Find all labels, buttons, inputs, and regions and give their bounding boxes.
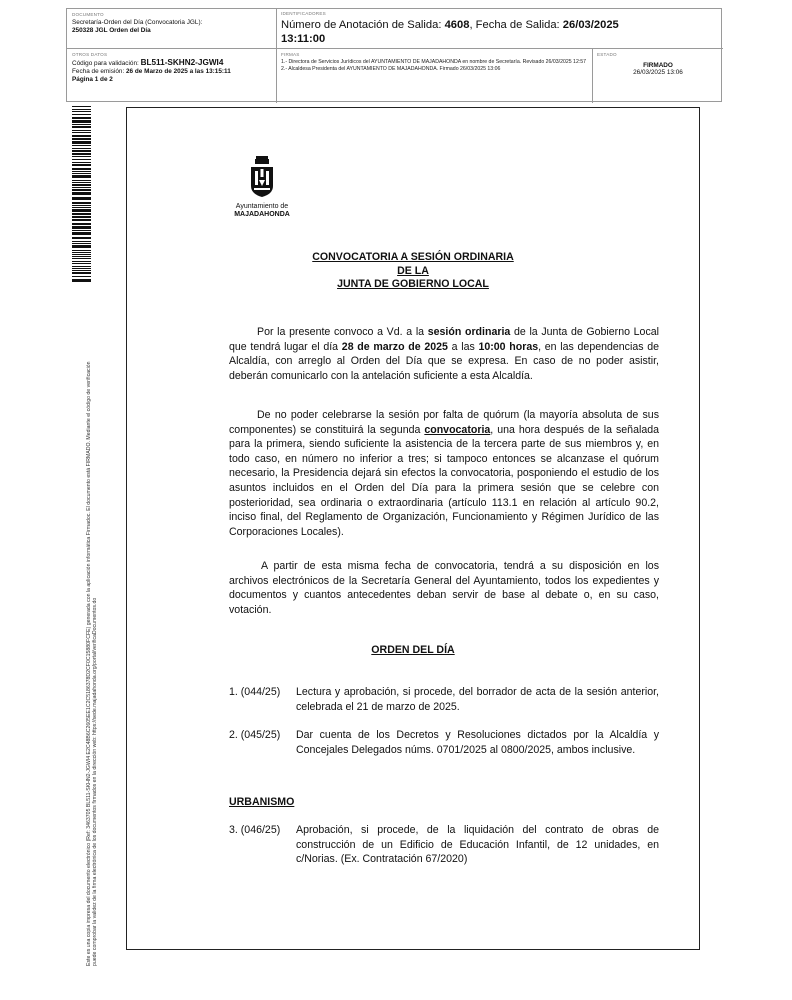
documento-label: DOCUMENTO [72, 12, 104, 17]
emision-prefix: Fecha de emisión: [72, 68, 126, 75]
paragraph-quorum [229, 408, 659, 539]
documento-code: 250328 JGL Orden del Día [72, 27, 151, 34]
side-text-line-1: Este es una copia impresa del documento electrónico (Ref: 3463705 BL511-SKHN2-JGWI4 E2C48B6C2605EE1C2C5186378D2CF0C15880FCFE) generada con la aplicación informática Firmadoc. El documento está FIRMADO. Mediante el código de verificación [86, 361, 92, 966]
fecha-prefix: , Fecha de Salida: [469, 19, 563, 31]
firmas-cell [277, 49, 593, 103]
codigo-value: BL511-SKHN2-JGWI4 [140, 58, 224, 67]
agenda-item-number: 2. (045/25) [229, 729, 281, 741]
title-line-2: DE LA [397, 264, 429, 277]
estado-status: FIRMADO [643, 62, 673, 69]
orden-del-dia-heading: ORDEN DEL DÍA [371, 644, 455, 656]
logo-line-2: MAJADAHONDA [234, 211, 290, 218]
page-counter: Página 1 de 2 [72, 76, 113, 83]
p1-sesion-ordinaria: sesión ordinaria [427, 326, 511, 338]
hora-salida: 13:11:00 [281, 33, 326, 45]
otros-label: OTROS DATOS [72, 52, 108, 57]
logo-line-1: Ayuntamiento de [235, 203, 289, 210]
agenda-item [229, 685, 659, 714]
identificadores-cell [277, 9, 723, 49]
firma-1: 1.- Directora de Servicios Jurídicos del AYUNTAMIENTO DE MAJADAHONDA en nombre de Secretaría. Revisado 26/03/2025 12:57 [281, 59, 587, 65]
document-title [127, 251, 699, 292]
agenda-item-number: 3. (046/25) [229, 824, 281, 836]
p1-fecha: 28 de marzo de 2025 [341, 340, 448, 353]
agenda-item [229, 728, 659, 757]
anotacion-number: 4608 [444, 19, 470, 31]
paragraph-disposicion: A partir de esta misma fecha de convocatoria, tendrá a su disposición en los archivos electrónicos de la Secretaría General del Ayuntamiento, todos los expedientes y documentos y cuantos antecedentes deban servir de base al debate o, en su caso, votación. [229, 560, 659, 616]
estado-date: 26/03/2025 13:06 [633, 69, 683, 76]
estado-label: ESTADO [597, 52, 617, 57]
firma-2: 2.- Alcaldesa Presidenta del AYUNTAMIENTO DE MAJADAHONDA. Firmado 26/03/2025 13:06 [281, 66, 501, 72]
firmas-label: FIRMAS [281, 52, 300, 57]
title-line-1: CONVOCATORIA A SESIÓN ORDINARIA [312, 251, 514, 263]
anotacion-salida [281, 18, 719, 32]
anotacion-prefix: Número de Anotación de Salida: [281, 19, 445, 31]
identificadores-label: IDENTIFICADORES [281, 11, 326, 16]
codigo-validacion [72, 59, 271, 68]
agenda-item-number: 1. (044/25) [229, 686, 281, 698]
p1-text-c: de la Junta de Gobierno Local que tendrá lugar el día [229, 326, 659, 353]
section-urbanismo-heading: URBANISMO [229, 796, 295, 808]
ayuntamiento-logo [227, 156, 297, 219]
fecha-emision [72, 68, 271, 76]
barcode-icon [72, 106, 91, 282]
p1-text-a: Por la presente convoco a Vd. a la [257, 326, 428, 338]
documento-name: Secretaría-Orden del Día (Convocatoria JGL): [72, 19, 203, 26]
codigo-prefix: Código para validación: [72, 60, 141, 67]
p1-text-g: , en las dependencias de Alcaldía, con arreglo al Orden del Día que se expresa. En caso de no poder asistir, deberán comunicarlo con la antelación suficiente a esta Alcaldía. [229, 340, 659, 382]
coat-of-arms-icon [249, 156, 275, 198]
p1-hora: 10:00 horas [478, 340, 539, 353]
p2-text-c: , una hora después de la señalada para la primera, siendo suficiente la asistencia de la tercera parte de sus miembros y, en todo caso, en número no inferior a tres; si tampoco entonces se alcanzase el quórum necesario, la Presidencia dejará sin efectos la convocatoria, posponiendo el estudio de los asuntos incluidos en el Orden del Día para la primera sesión que se celebre con posterioridad, sea ordinaria o extraordinaria (artículo 113.1 en relación al artículo 90.2, inciso final, del Reglamento de Organización, Funcionamiento y Régimen Jurídico de las Corporaciones Locales). [229, 423, 659, 538]
side-text-line-2: puede comprobar la validez de la firma electrónica de los documentos firmados en la dirección web: https://sede.majadahonda.org/portal/verificaDocumentos.do [92, 597, 99, 966]
verification-side-text [86, 276, 99, 966]
document-header-table [66, 8, 722, 102]
fecha-salida: 26/03/2025 [562, 19, 619, 31]
otros-datos-cell [67, 49, 277, 103]
paragraph-convocatoria [229, 325, 659, 383]
document-page [126, 107, 700, 950]
agenda-item-text: Dar cuenta de los Decretos y Resoluciones dictados por la Alcaldía y Concejales Delegados núms. 0701/2025 al 0800/2025, ambos inclusive. [296, 729, 659, 756]
agenda-item [229, 823, 659, 867]
title-line-3: JUNTA DE GOBIERNO LOCAL [337, 278, 489, 290]
estado-cell [593, 49, 723, 103]
agenda-item-text: Lectura y aprobación, si procede, del borrador de acta de la sesión anterior, celebrada el 21 de marzo de 2025. [296, 686, 659, 713]
p2-text-a: De no poder celebrarse la sesión por falta de quórum (la mayoría absoluta de sus componentes) se constituirá la segunda [229, 409, 659, 436]
emision-value: 26 de Marzo de 2025 a las 13:15:11 [126, 68, 231, 75]
documento-cell [67, 9, 277, 49]
agenda-item-text: Aprobación, si procede, de la liquidación del contrato de obras de construcción de un Edificio de Educación Infantil, de 12 unidades, en c/Norias. (Ex. Contratación 67/2020) [296, 824, 659, 866]
p1-text-e: a las [447, 340, 479, 353]
p2-convocatoria: convocatoria [424, 423, 491, 436]
